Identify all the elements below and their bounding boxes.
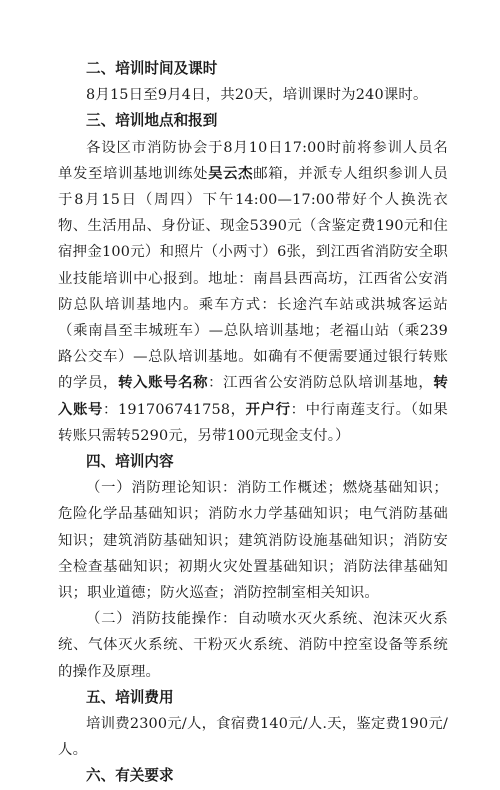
location-paragraph [58, 135, 448, 449]
section-heading-location: 三、培训地点和报到 [86, 112, 218, 130]
account-number: ：191706741758， [102, 401, 246, 418]
section-heading-content: 四、培训内容 [86, 453, 174, 471]
location-text-b: 邮箱，并派专人组织参训人员于8月15日（周四）下午14:00—17:00带好个人换洗衣物、生活用品、身份证、现金5390元（含鉴定费190元和住宿押金100元）和照片（小两寸）6张，到江西省消防安全职业技能培训中心报到。地址：南昌县西高坊，江西省公安消防总队培训基地内。乘车方式：长途汽车站或洪城客运站（乘南昌至丰城班车）—总队培训基地；老福山站（乘239路公交车）—总队培训基地。如确有不便需要通过银行转账的学员， [58, 165, 448, 392]
location-text-a: 各设区市消防协会于8月10日17:00时前将参训人员名单发至培训基地训练处 [58, 139, 448, 182]
contact-name: 吴云杰 [208, 165, 254, 182]
account-name-label: 转入账号名称 [118, 375, 209, 392]
bank-name: ：中行南莲支行。（如果转账只需转5290元，另带100元现金支付。） [58, 401, 448, 444]
section-heading-requirements: 六、有关要求 [86, 767, 174, 785]
bank-label: 开户行 [245, 401, 291, 418]
account-name: ：江西省公安消防总队培训基地， [208, 375, 434, 392]
fees-text: 培训费2300元/人，食宿费140元/人.天，鉴定费190元/人。 [58, 716, 448, 759]
content-theory-paragraph: （一）消防理论知识：消防工作概述；燃烧基础知识；危险化学品基础知识；消防水力学基础知识；电气消防基础知识；建筑消防基础知识；建筑消防设施基础知识；消防安全检查基础知识；初期火灾处置基础知识；消防法律基础知识；职业道德；防火巡查；消防控制室相关知识。 [58, 480, 448, 602]
account-number-label: 转入账号 [58, 375, 448, 418]
training-time-text: 8月15日至9月4日，共20天，培训课时为240课时。 [86, 87, 428, 104]
section-heading-training-time: 二、培训时间及课时 [86, 60, 218, 77]
content-skills-paragraph: （二）消防技能操作：自动喷水灭火系统、泡沫灭火系统、气体灭火系统、干粉灭火系统、消防中控室设备等系统的操作及原理。 [58, 611, 448, 680]
section-heading-fees: 五、培训费用 [86, 688, 174, 706]
